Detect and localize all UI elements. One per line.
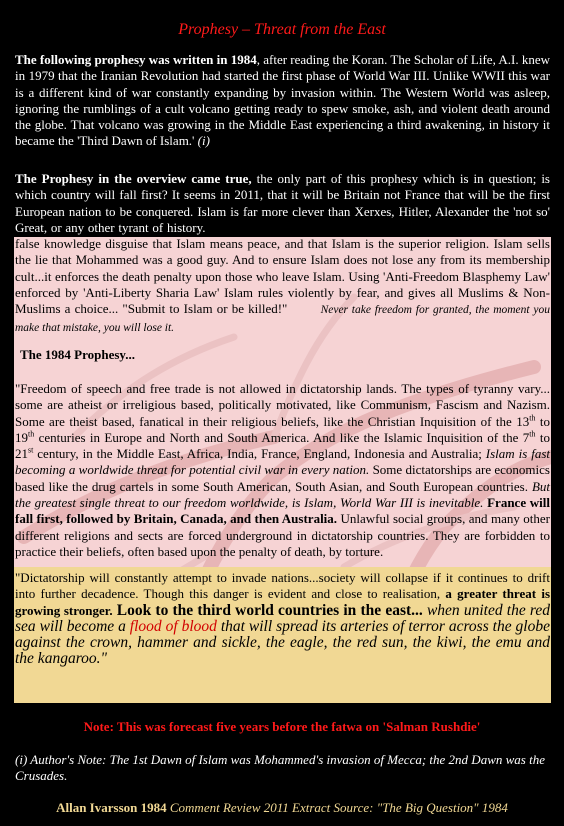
freedom-aside: Never take freedom for granted, the moment you make that mistake, you will lose it. — [15, 304, 550, 334]
text-run: Some dictatorships are economics based like the drug cartels in some South American, South Asian, and South European countries. — [15, 462, 550, 494]
section-heading: The 1984 Prophesy... — [20, 347, 135, 362]
prophesy-paragraph — [15, 381, 550, 560]
italic-run: But the greatest single threat to our freedom worldwide, is Islam, World War III is inevitable. — [15, 478, 550, 511]
intro-ref: (i) — [197, 133, 210, 149]
footer-credit — [0, 800, 564, 816]
bold-run: France will fall first, followed by Britain, Canada, and then Australia. — [15, 495, 550, 527]
ordinal-sup: st — [28, 445, 34, 455]
text-run: to 21 — [15, 429, 550, 462]
text-run: Unlawful social groups, and many other different religions and sects are forced underground in dictatorship countries. They are forbidden to practice their beliefs, often based upon the penalty of death, by torture. — [15, 511, 550, 559]
text-run: "Dictatorship will constantly attempt to invade nations...society will collapse if it continues to drift into further decadence. Though this danger is evident and close to realisation, — [15, 570, 550, 602]
prophesy-text-light: The reason this is true...is because Islam is two-faced; it uses the false knowledge disguise that Islam means peace, and that Islam is the superior religion. Islam sells the lie that Mohammed was a good guy. And to ensure Islam does not lose any from its membership cult...it enforces the death penalty upon those who leave Islam. Using 'Anti-Freedom Blasphemy Law' enforced by 'Anti-Liberty Sharia Law' Islam rules violently by fear, and gives all Muslims & Non-Muslims a choice... "Submit to Islam or be killed!" — [15, 219, 550, 317]
prophesy-lead: The Prophesy in the overview came true, — [15, 171, 252, 186]
ordinal-sup: th — [529, 429, 536, 439]
prophesy-text-dark: the only part of this prophesy which is in question; is which country will fall first? It seems in 2011, that it will be Britain not France that will be the first European nation to be conquered. Islam is far more clever than Xerxes, Hitler, Alexander the 'not so' Great, or any other tyrant of history. — [15, 171, 550, 235]
intro-lead: The following prophesy was written in 1984 — [15, 52, 257, 67]
bold-large-run: Look to the third world countries in the east... — [112, 601, 423, 619]
rushdie-note: Note: This was forecast five years before the fatwa on 'Salman Rushdie' — [83, 719, 481, 734]
quote-paragraph — [15, 570, 550, 668]
footer-author: Allan Ivarsson 1984 — [56, 800, 167, 815]
italic-large-run: when united the red sea will become a — [15, 601, 551, 635]
page-title: Prophesy – Threat from the East — [178, 21, 386, 38]
ordinal-sup: th — [529, 413, 536, 423]
ordinal-sup: th — [28, 429, 35, 439]
italic-large-run: that will spread its arteries of terror across the globe against the crown, hammer and sickle, the eagle, the red sun, the kiwi, the emu and the kangaroo." — [15, 617, 550, 668]
bold-run: a greater threat is growing stronger. — [15, 586, 550, 618]
italic-run: Islam is fast becoming a worldwide threat for potential civil war in every nation. — [15, 446, 551, 478]
flood-of-blood-text: flood of blood — [129, 617, 217, 635]
text-run: centuries in Europe and North and South America. And like the Islamic Inquisition of the 7 — [34, 429, 530, 445]
authors-note: (i) Author's Note: The 1st Dawn of Islam was Mohammed's invasion of Mecca; the 2nd Dawn was the Crusades. — [15, 752, 545, 783]
text-run: "Freedom of speech and free trade is not allowed in dictatorship lands. The types of tyranny vary... some are atheist or irreligious based, politically motivated, like Communism, Fascism and Nazism. Some are theist based, fanatical in their religious beliefs, like the Christian Inquisition of the 13 — [15, 381, 550, 429]
intro-paragraph — [15, 52, 550, 150]
prophesy-came-true-paragraph — [15, 171, 550, 336]
footer-source: Comment Review 2011 Extract Source: "The Big Question" 1984 — [166, 800, 508, 815]
text-run: to 19 — [15, 413, 551, 445]
intro-text: , after reading the Koran. The Scholar of Life, A.I. knew in 1979 that the Iranian Revolution had started the first phase of World War III. Unlike WWII this war is a different kind of war constantly expanding by invasion within. The Western World was asleep, ignoring the rumblings of a cult volcano getting ready to spew smoke, ash, and violent death around the globe. That volcano was growing in the Middle East experiencing a third awakening, in history it became the 'Third Dawn of Islam.' — [15, 52, 550, 149]
text-run: century, in the Middle East, Africa, India, France, England, Indonesia and Australia; — [33, 446, 486, 462]
